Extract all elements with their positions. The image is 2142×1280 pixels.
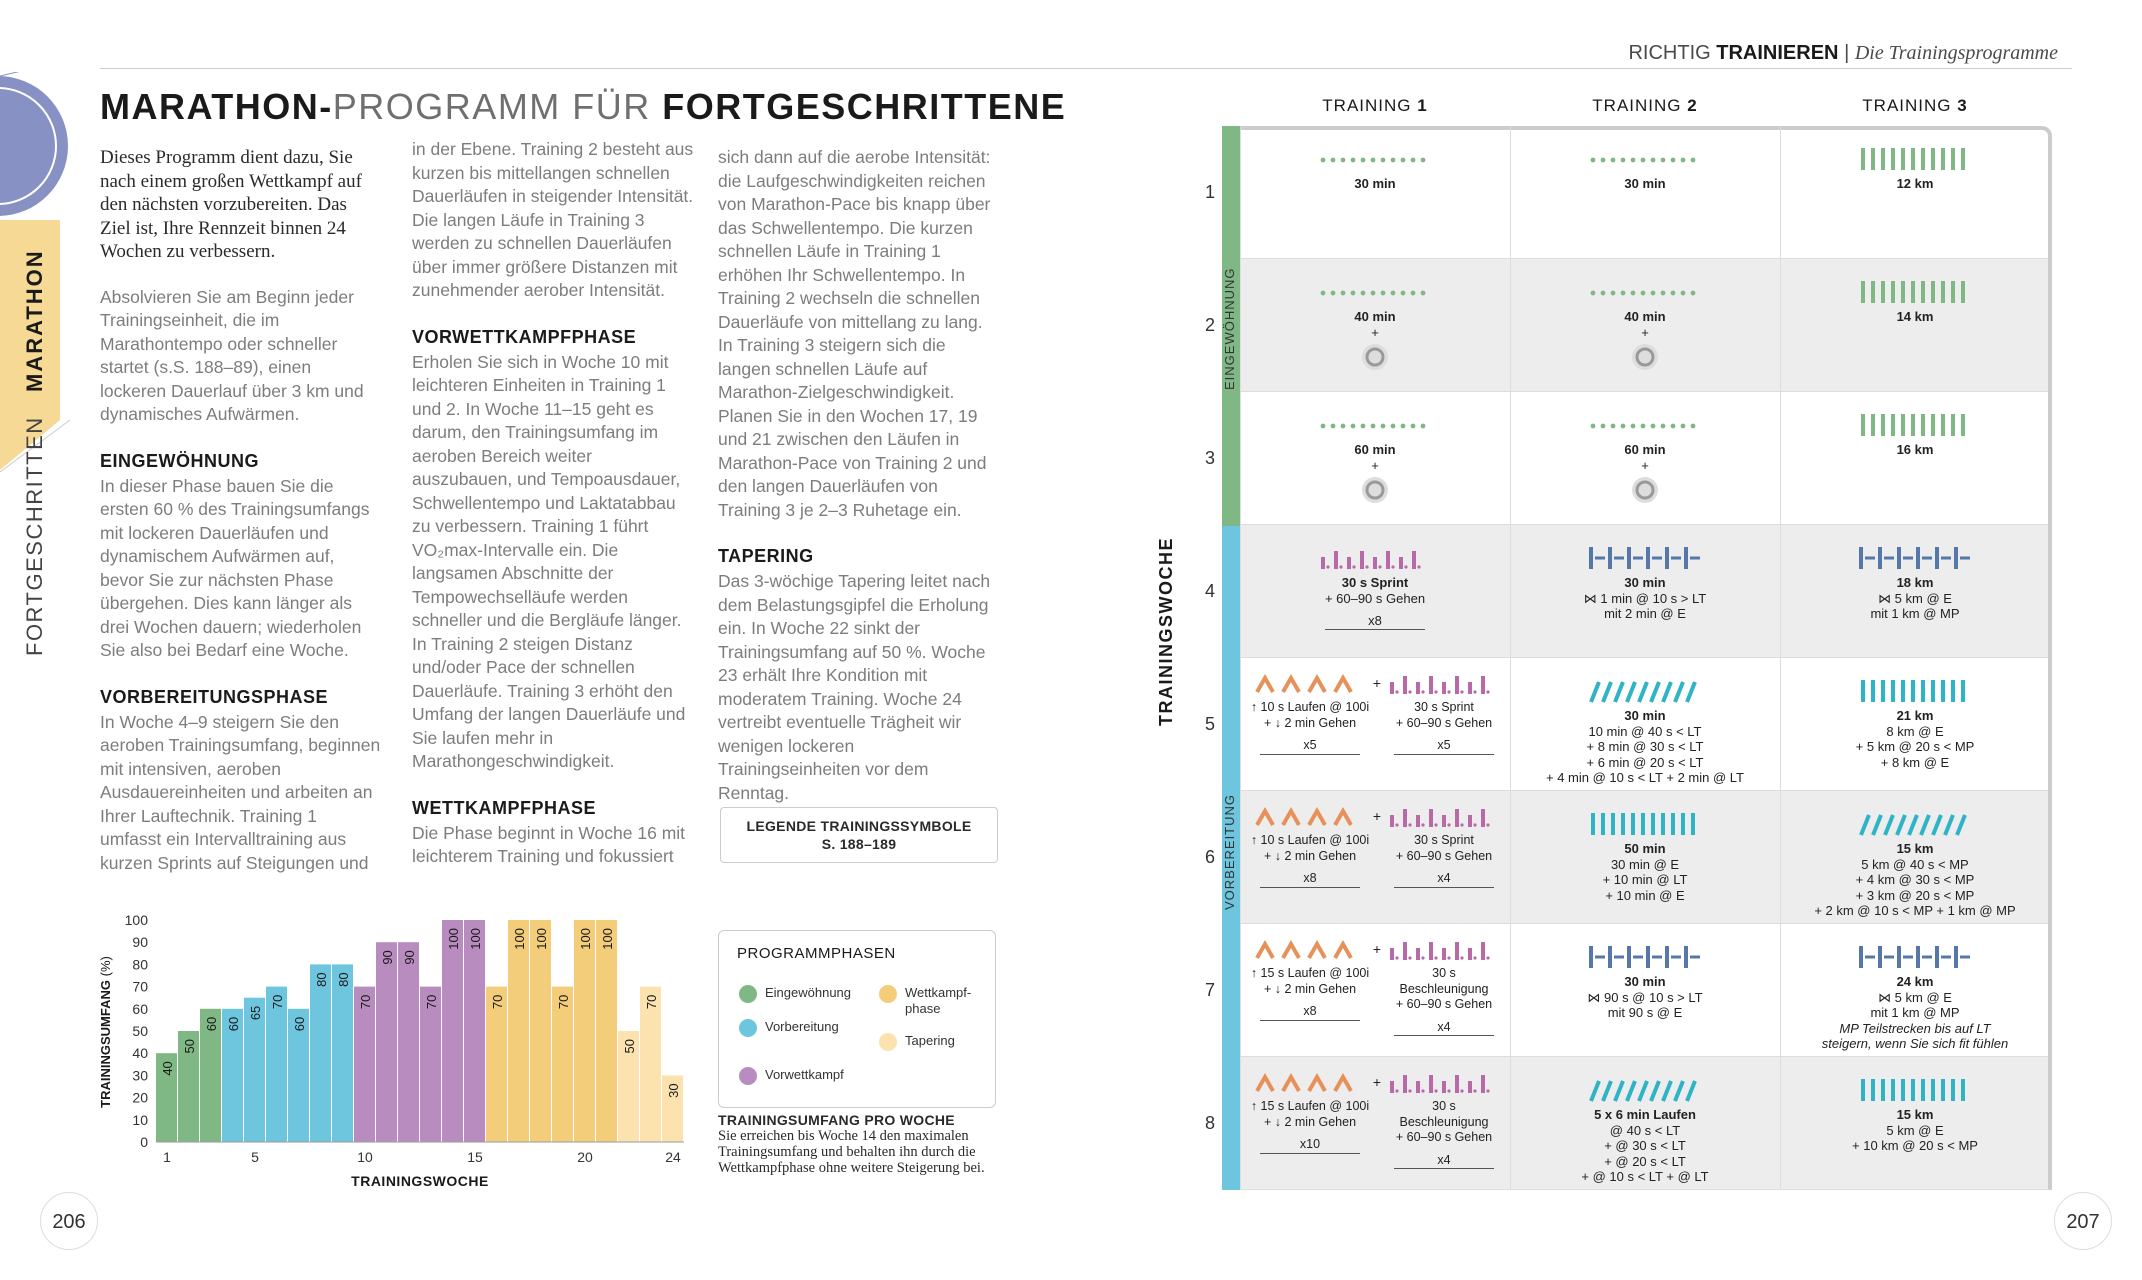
- section-heading: TAPERING: [718, 546, 814, 566]
- legend-reference-box: LEGENDE TRAININGSSYMBOLE S. 188–189: [720, 807, 998, 863]
- workout-symbol-icon: [1510, 813, 1780, 837]
- bar-value-label: 100: [600, 928, 615, 950]
- caption-text: Sie erreichen bis Woche 14 den maximalen Trainingsumfang und behalten ihn durch die Wettkampfphase ohne weitere Steigerung bei.: [718, 1128, 985, 1176]
- side-label-marathon: MARATHON: [22, 249, 47, 392]
- table-axis-label: TRAININGSWOCHE: [1156, 537, 1176, 726]
- cell-line: 30 min: [1624, 176, 1666, 191]
- cell-line: 10 min @ 40 s < LT: [1588, 723, 1702, 739]
- cell-line: + 10 km @ 20 s < MP: [1852, 1138, 1978, 1153]
- cell-line: + 8 min @ 30 s < LT: [1586, 739, 1704, 754]
- paragraph: In dieser Phase bauen Sie die ersten 60 % des Trainingsumfangs mit lockeren Dauerläufen und dynamischem Aufwärmen auf, bevor Sie zur nächsten Phase übergehen. Dies kann länger als drei Wochen dauern; wiederholen Sie also bei Bedarf eine Woche.: [100, 475, 370, 660]
- cell-line: mit 1 km @ MP: [1870, 606, 1960, 621]
- cell-line: + 10 min @ E: [1605, 887, 1685, 903]
- cell-line: 30 min: [1624, 575, 1666, 590]
- paragraph: Das 3-wöchige Tapering leitet nach dem Belastungsgipfel die Erholung ein. In Woche 22 sinkt der Trainingsumfang auf 50 %. Woche 23 erhält Ihre Kondition mit moderatem Training. Woche 24 vertreibt eventuelle Trägheit wir wenigen lockeren Trainingseinheiten vor dem Renntag.: [718, 571, 991, 803]
- cell-line: ⋈ 1 min @ 10 s > LT: [1583, 590, 1707, 606]
- legend-label: Vorbereitung: [765, 1019, 839, 1034]
- y-tick-label: 70: [132, 978, 148, 995]
- y-tick-label: 50: [132, 1023, 148, 1039]
- sub-block-sprint: [1384, 924, 1504, 1036]
- cell-line: 15 km: [1896, 841, 1934, 856]
- week-number: 3: [1204, 448, 1215, 468]
- bar-value-label: 100: [578, 928, 593, 950]
- cell-line: + 60–90 s Gehen: [1395, 715, 1493, 730]
- table-row: [1240, 259, 2052, 392]
- section-heading: WETTKAMPFPHASE: [412, 797, 596, 818]
- week-number: 6: [1204, 847, 1215, 867]
- cell-line: 30 s Sprint: [1414, 833, 1474, 847]
- intro-paragraph: Dieses Programm dient dazu, Sie nach einem großen Wettkampf auf den nächsten vorzubereiten. Das Ziel ist, Ihre Rennzeit binnen 24 Wochen zu verbessern.: [100, 147, 362, 262]
- workout-symbol-icon: [1780, 680, 2050, 704]
- cell-line: 30 min: [1624, 708, 1666, 723]
- bar: [464, 920, 485, 1142]
- table-row: [1240, 392, 2052, 525]
- training-cell: [1240, 525, 1510, 658]
- chart-caption: [718, 1112, 1018, 1176]
- table-row: [1240, 658, 2052, 791]
- cell-line: 30 min: [1354, 176, 1396, 191]
- cell-line: @ 40 s < LT: [1609, 1122, 1681, 1138]
- plus-sign: +: [1372, 941, 1382, 957]
- sub-block-hill: [1250, 658, 1370, 755]
- cell-line: + 4 min @ 10 s < LT + 2 min @ LT: [1545, 770, 1744, 785]
- bar: [508, 920, 529, 1142]
- cell-line: + 60–90 s Gehen: [1395, 997, 1493, 1011]
- cell-line: ↑ 15 s Laufen @ 100i: [1250, 1099, 1370, 1113]
- training-cell: [1510, 525, 1780, 658]
- sprint-icon: [1384, 672, 1504, 696]
- weekly-volume-chart: [96, 910, 696, 1210]
- legend-label: Tapering: [905, 1033, 955, 1048]
- legend-label: Vorwettkampf: [765, 1067, 844, 1082]
- bar: [596, 920, 617, 1142]
- workout-symbol-icon: [1510, 547, 1780, 571]
- x-axis-label: TRAININGSWOCHE: [351, 1173, 489, 1189]
- bar: [574, 920, 595, 1142]
- cell-line: mit 2 min @ E: [1604, 606, 1686, 621]
- training-cell: [1780, 525, 2050, 658]
- cell-line: ↑ 15 s Laufen @ 100i: [1250, 966, 1370, 980]
- header-rule: [100, 68, 2072, 69]
- phase-label-vorbereitung: VORBEREITUNG: [1222, 793, 1237, 910]
- sprint-icon: [1384, 1071, 1504, 1095]
- y-tick-label: 10: [132, 1111, 148, 1128]
- week-number: 2: [1204, 315, 1215, 335]
- cell-line: Beschleunigung: [1399, 981, 1489, 996]
- week-number: 7: [1204, 980, 1215, 1000]
- col-header-training-1: TRAINING 1: [1322, 96, 1428, 115]
- cell-line: + 5 km @ 20 s < MP: [1855, 739, 1975, 754]
- page-number-left: 206: [40, 1192, 98, 1250]
- training-cell: [1510, 259, 1780, 392]
- cell-line: + ↓ 2 min Gehen: [1263, 981, 1357, 996]
- hill-sprint-icon: [1250, 672, 1370, 696]
- sub-block-sprint: [1384, 791, 1504, 888]
- y-tick-label: 30: [132, 1067, 148, 1084]
- cell-line: + @ 10 s < LT + @ LT: [1581, 1169, 1709, 1184]
- training-cell: [1780, 1057, 2050, 1190]
- y-axis-label-main: TRAININGSUMFANG: [98, 976, 113, 1108]
- cell-line: + 60–90 s Gehen: [1395, 848, 1493, 863]
- training-cell: [1510, 1057, 1780, 1190]
- cell-line: 12 km: [1896, 176, 1934, 191]
- cell-line: + ↓ 2 min Gehen: [1263, 848, 1357, 863]
- bar-value-label: 60: [204, 1016, 219, 1032]
- x-tick-label: 20: [577, 1149, 593, 1165]
- bar-value-label: 100: [468, 928, 483, 950]
- recovery-icon: [1240, 342, 1510, 376]
- workout-symbol-icon: [1780, 547, 2050, 571]
- y-tick-label: 90: [132, 934, 148, 951]
- workout-symbol-icon: [1780, 414, 2050, 438]
- bar-value-label: 50: [622, 1039, 637, 1054]
- bar: [398, 942, 419, 1142]
- bar-value-label: 50: [182, 1039, 197, 1054]
- cell-line: steigern, wenn Sie sich fit fühlen: [1821, 1036, 2009, 1051]
- x-tick-label: 24: [665, 1149, 681, 1165]
- legend-item: [739, 1067, 849, 1085]
- cell-line: 5 km @ 40 s < MP: [1861, 856, 1969, 872]
- legend-swatch: [879, 985, 897, 1003]
- cell-line: x5: [1394, 735, 1494, 755]
- y-axis-label-unit: (%): [98, 956, 113, 977]
- x-tick-label: 10: [357, 1149, 373, 1165]
- cell-line: 50 min: [1624, 841, 1666, 856]
- bar: [442, 920, 463, 1142]
- section-heading: EINGEWÖHNUNG: [100, 450, 259, 471]
- x-tick-label: 1: [163, 1149, 171, 1165]
- cell-line: 16 km: [1896, 442, 1934, 457]
- text-column-3: [718, 146, 1000, 827]
- workout-symbol-icon: [1510, 414, 1780, 438]
- table-row: [1240, 126, 2052, 259]
- cell-line: +: [1371, 324, 1379, 340]
- col-divider: [1780, 126, 1781, 1190]
- legend-swatch: [739, 1019, 757, 1037]
- sprint-icon: [1384, 805, 1504, 829]
- table-row: [1240, 791, 2052, 924]
- bar: [332, 964, 353, 1142]
- y-tick-label: 100: [124, 912, 148, 928]
- section-heading: VORBEREITUNGSPHASE: [100, 686, 329, 707]
- cell-line: +: [1371, 457, 1379, 473]
- bar: [376, 942, 397, 1142]
- plus-sign: +: [1372, 675, 1382, 691]
- recovery-icon: [1240, 475, 1510, 509]
- bar-value-label: 90: [380, 950, 395, 965]
- bar-value-label: 80: [314, 972, 329, 987]
- cell-line: 5 x 6 min Laufen: [1594, 1107, 1696, 1122]
- text-column-2: [412, 138, 694, 891]
- table-row: [1240, 924, 2052, 1057]
- y-tick-label: 0: [140, 1134, 148, 1150]
- training-cell: [1240, 658, 1510, 791]
- cell-line: 40 min: [1354, 309, 1396, 324]
- cell-line: ⋈ 5 km @ E: [1878, 590, 1952, 606]
- training-cell: [1780, 791, 2050, 924]
- running-header: RICHTIG TRAINIEREN | Die Trainingsprogramme: [1628, 42, 2058, 64]
- workout-symbol-icon: [1780, 281, 2050, 305]
- bar: [530, 920, 551, 1142]
- legend-item: [879, 985, 989, 1017]
- cell-line: + 4 km @ 30 s < MP: [1855, 872, 1975, 887]
- cell-line: ⋈ 5 km @ E: [1878, 989, 1952, 1005]
- cell-line: 30 s: [1432, 966, 1456, 980]
- col-header-training-3: TRAINING 3: [1862, 96, 1968, 115]
- side-label-level: FORTGESCHRITTEN: [22, 416, 47, 656]
- col-header-training-2: TRAINING 2: [1592, 96, 1698, 115]
- sub-block-hill: [1250, 791, 1370, 888]
- recovery-icon: [1510, 342, 1780, 376]
- legend-title: PROGRAMMPHASEN: [737, 945, 896, 962]
- training-table: [1240, 126, 2052, 1190]
- workout-symbol-icon: [1240, 547, 1510, 571]
- x-tick-label: 15: [467, 1149, 483, 1165]
- y-tick-label: 20: [132, 1089, 148, 1106]
- bar-value-label: 80: [336, 972, 351, 987]
- cell-line: + 2 km @ 10 s < MP + 1 km @ MP: [1814, 903, 2016, 918]
- recovery-icon: [1510, 475, 1780, 509]
- paragraph: In Woche 4–9 steigern Sie den aeroben Trainingsumfang, beginnen mit intensiven, aeroben Ausdauereinheiten und arbeiten an Ihrer Lauftechnik. Training 1 umfasst ein Intervalltraining aus kurzen Sprints auf Steigungen und: [100, 711, 381, 873]
- cell-line: x8: [1325, 610, 1425, 630]
- sub-block-hill: [1250, 924, 1370, 1021]
- col-divider: [1510, 126, 1511, 1190]
- legend-label: Wettkampf-phase: [905, 985, 972, 1016]
- y-tick-label: 60: [132, 1000, 148, 1017]
- hill-sprint-icon: [1250, 938, 1370, 962]
- cell-line: + ↓ 2 min Gehen: [1263, 715, 1357, 730]
- workout-symbol-icon: [1780, 813, 2050, 837]
- workout-symbol-icon: [1510, 148, 1780, 172]
- legend-item: [879, 1033, 989, 1051]
- page-title: MARATHON-PROGRAMM FÜR FORTGESCHRITTENE: [100, 86, 1067, 127]
- paragraph: sich dann auf die aerobe Intensität: die Laufgeschwindigkeiten reichen von Marathon-Pace bis knapp über das Schwellentempo. Die kurzen schnellen Läufe in Training 1 erhöhen Ihr Schwellentempo. In Training 2 wechseln die schnellen Dauerläufe von mittellang zu lang. In Training 3 steigern sich die langen schnellen Läufe auf Marathon-Zielgeschwindigkeit. Planen Sie in den Wochen 17, 19 und 21 zwischen den Läufen in Marathon-Pace von Training 2 und den langen Dauerläufen von Training 3 je 2–3 Ruhetage ein.: [718, 147, 991, 520]
- cell-line: x10: [1260, 1134, 1360, 1154]
- training-cell: [1510, 126, 1780, 259]
- training-cell: [1780, 924, 2050, 1057]
- workout-symbol-icon: [1240, 281, 1510, 305]
- training-cell: [1240, 259, 1510, 392]
- cell-line: 14 km: [1896, 309, 1934, 324]
- cell-line: 40 min: [1624, 309, 1666, 324]
- bar-value-label: 65: [248, 1005, 263, 1021]
- bar-value-label: 100: [512, 928, 527, 950]
- cell-line: 5 km @ E: [1886, 1122, 1944, 1138]
- workout-symbol-icon: [1510, 946, 1780, 970]
- legend-item: [739, 985, 852, 1003]
- workout-symbol-icon: [1780, 946, 2050, 970]
- cell-line: 30 min @ E: [1610, 856, 1680, 872]
- workout-symbol-icon: [1510, 281, 1780, 305]
- bar-value-label: 70: [490, 994, 505, 1010]
- cell-line: + 3 km @ 20 s < MP: [1855, 887, 1975, 903]
- legend-swatch: [739, 1067, 757, 1085]
- y-tick-label: 40: [132, 1045, 148, 1062]
- cell-line: + 60–90 s Gehen: [1395, 1130, 1493, 1144]
- training-cell: [1780, 126, 2050, 259]
- workout-symbol-icon: [1780, 1079, 2050, 1103]
- training-cell: [1240, 924, 1510, 1057]
- sub-block-hill: [1250, 1057, 1370, 1154]
- week-number: 8: [1204, 1113, 1215, 1133]
- cell-line: 30 s Sprint: [1414, 700, 1474, 714]
- cell-line: mit 90 s @ E: [1607, 1005, 1683, 1020]
- cell-line: + 6 min @ 20 s < LT: [1586, 754, 1704, 770]
- phase-label-eingewoehnung: EINGEWÖHNUNG: [1222, 267, 1237, 390]
- cell-line: 15 km: [1896, 1107, 1934, 1122]
- paragraph: Absolvieren Sie am Beginn jeder Trainingseinheit, die im Marathontempo oder schneller startet (s.S. 188–89), einen lockeren Dauerlauf über 3 km und dynamisches Aufwärmen.: [100, 286, 364, 424]
- legend-swatch: [879, 1033, 897, 1051]
- bar-value-label: 70: [556, 994, 571, 1010]
- legend-label: Eingewöhnung: [765, 985, 852, 1000]
- training-cell: [1240, 791, 1510, 924]
- cell-line: +: [1641, 457, 1649, 473]
- cell-line: 30 min: [1624, 974, 1666, 989]
- paragraph: Erholen Sie sich in Woche 10 mit leichteren Einheiten in Training 1 und 2. In Woche 11–15 geht es darum, den Trainingsumfang im aeroben Bereich weiter auszubauen, und Tempoausdauer, Schwellentempo und Laktatabbau zu verbessern. Training 1 führt VO₂max-Intervalle ein. Die langsamen Abschnitte der Tempowechselläufe werden schneller und die Bergläufe länger. In Training 2 steigen Distanz und/oder Pace der schnellen Dauerläufe. Training 3 erhöht den Umfang der langen Dauerläufe und Sie laufen mehr in Marathongeschwindigkeit.: [412, 351, 686, 771]
- training-cell: [1780, 392, 2050, 525]
- training-cell: [1510, 658, 1780, 791]
- cell-line: 24 km: [1896, 974, 1934, 989]
- bar-value-label: 70: [270, 994, 285, 1010]
- training-cell: [1240, 126, 1510, 259]
- bar-value-label: 100: [446, 928, 461, 950]
- text-column-1: [100, 146, 382, 897]
- training-cell: [1510, 924, 1780, 1057]
- workout-symbol-icon: [1510, 680, 1780, 704]
- table-row: [1240, 525, 2052, 658]
- x-tick-label: 5: [251, 1149, 259, 1165]
- legend-item: [739, 1019, 849, 1037]
- cell-line: 8 km @ E: [1886, 723, 1944, 739]
- training-cell: [1510, 392, 1780, 525]
- week-number: 4: [1204, 581, 1215, 601]
- bar-value-label: 70: [644, 994, 659, 1010]
- section-heading: VORWETTKAMPFPHASE: [412, 326, 637, 347]
- cell-line: + 10 min @ LT: [1602, 872, 1688, 887]
- cell-line: + @ 20 s < LT: [1604, 1153, 1686, 1169]
- bar-value-label: 100: [534, 928, 549, 950]
- bar-value-label: 90: [402, 950, 417, 965]
- bar-value-label: 60: [292, 1016, 307, 1032]
- cell-line: x4: [1394, 868, 1494, 888]
- page-number-right: 207: [2054, 1192, 2112, 1250]
- workout-symbol-icon: [1510, 1079, 1780, 1103]
- paragraph: Die Phase beginnt in Woche 16 mit leichterem Training und fokussiert: [412, 822, 686, 866]
- cell-line: x5: [1260, 735, 1360, 755]
- cell-line: 60 min: [1624, 442, 1666, 457]
- training-cell: [1780, 658, 2050, 791]
- cell-line: ↑ 10 s Laufen @ 100i: [1250, 700, 1370, 714]
- cell-line: x4: [1394, 1017, 1494, 1037]
- bar-value-label: 70: [358, 994, 373, 1010]
- training-cell: [1780, 259, 2050, 392]
- training-cell: [1240, 1057, 1510, 1190]
- week-number: 5: [1204, 714, 1215, 734]
- training-cell: [1510, 791, 1780, 924]
- paragraph: in der Ebene. Training 2 besteht aus kurzen bis mittellangen schnellen Dauerläufen in steigender Intensität. Die langen Läufe in Training 3 werden zu schnellen Dauerläufen über immer größere Distanzen mit zunehmender aerober Intensität.: [412, 139, 694, 300]
- sprint-icon: [1384, 938, 1504, 962]
- legend-swatch: [739, 985, 757, 1003]
- cell-line: ⋈ 90 s @ 10 s > LT: [1587, 989, 1703, 1005]
- training-cell: [1240, 392, 1510, 525]
- plus-sign: +: [1372, 808, 1382, 824]
- bar-value-label: 70: [424, 994, 439, 1010]
- workout-symbol-icon: [1780, 148, 2050, 172]
- caption-title: TRAININGSUMFANG PRO WOCHE: [718, 1112, 955, 1128]
- sub-block-sprint: [1384, 1057, 1504, 1169]
- bar-value-label: 40: [160, 1061, 175, 1076]
- bar-value-label: 30: [666, 1083, 681, 1098]
- cell-line: x8: [1260, 1001, 1360, 1021]
- cell-line: 21 km: [1896, 708, 1934, 723]
- bar: [310, 964, 331, 1142]
- cell-line: ↑ 10 s Laufen @ 100i: [1250, 833, 1370, 847]
- cell-line: MP Teilstrecken bis auf LT: [1839, 1020, 1991, 1036]
- y-axis-label: [98, 956, 113, 1108]
- cell-line: + 8 km @ E: [1880, 754, 1950, 770]
- bar-value-label: 60: [226, 1016, 241, 1032]
- cell-line: 30 s: [1432, 1099, 1456, 1113]
- phases-legend: [718, 930, 996, 1108]
- workout-symbol-icon: [1240, 148, 1510, 172]
- workout-symbol-icon: [1240, 414, 1510, 438]
- y-tick-label: 80: [132, 956, 148, 973]
- cell-line: 30 s Sprint: [1341, 575, 1409, 590]
- cell-line: + 60–90 s Gehen: [1324, 590, 1426, 606]
- plus-sign: +: [1372, 1074, 1382, 1090]
- cell-line: x8: [1260, 868, 1360, 888]
- sub-block-sprint: [1384, 658, 1504, 755]
- cell-line: Beschleunigung: [1399, 1114, 1489, 1129]
- cell-line: 18 km: [1896, 575, 1934, 590]
- week-number: 1: [1204, 182, 1215, 202]
- cell-line: mit 1 km @ MP: [1870, 1005, 1960, 1020]
- cell-line: x4: [1394, 1150, 1494, 1170]
- hill-sprint-icon: [1250, 805, 1370, 829]
- table-row: [1240, 1057, 2052, 1190]
- cell-line: +: [1641, 324, 1649, 340]
- cell-line: 60 min: [1354, 442, 1396, 457]
- cell-line: + @ 30 s < LT: [1604, 1138, 1686, 1153]
- hill-sprint-icon: [1250, 1071, 1370, 1095]
- cell-line: + ↓ 2 min Gehen: [1263, 1114, 1357, 1129]
